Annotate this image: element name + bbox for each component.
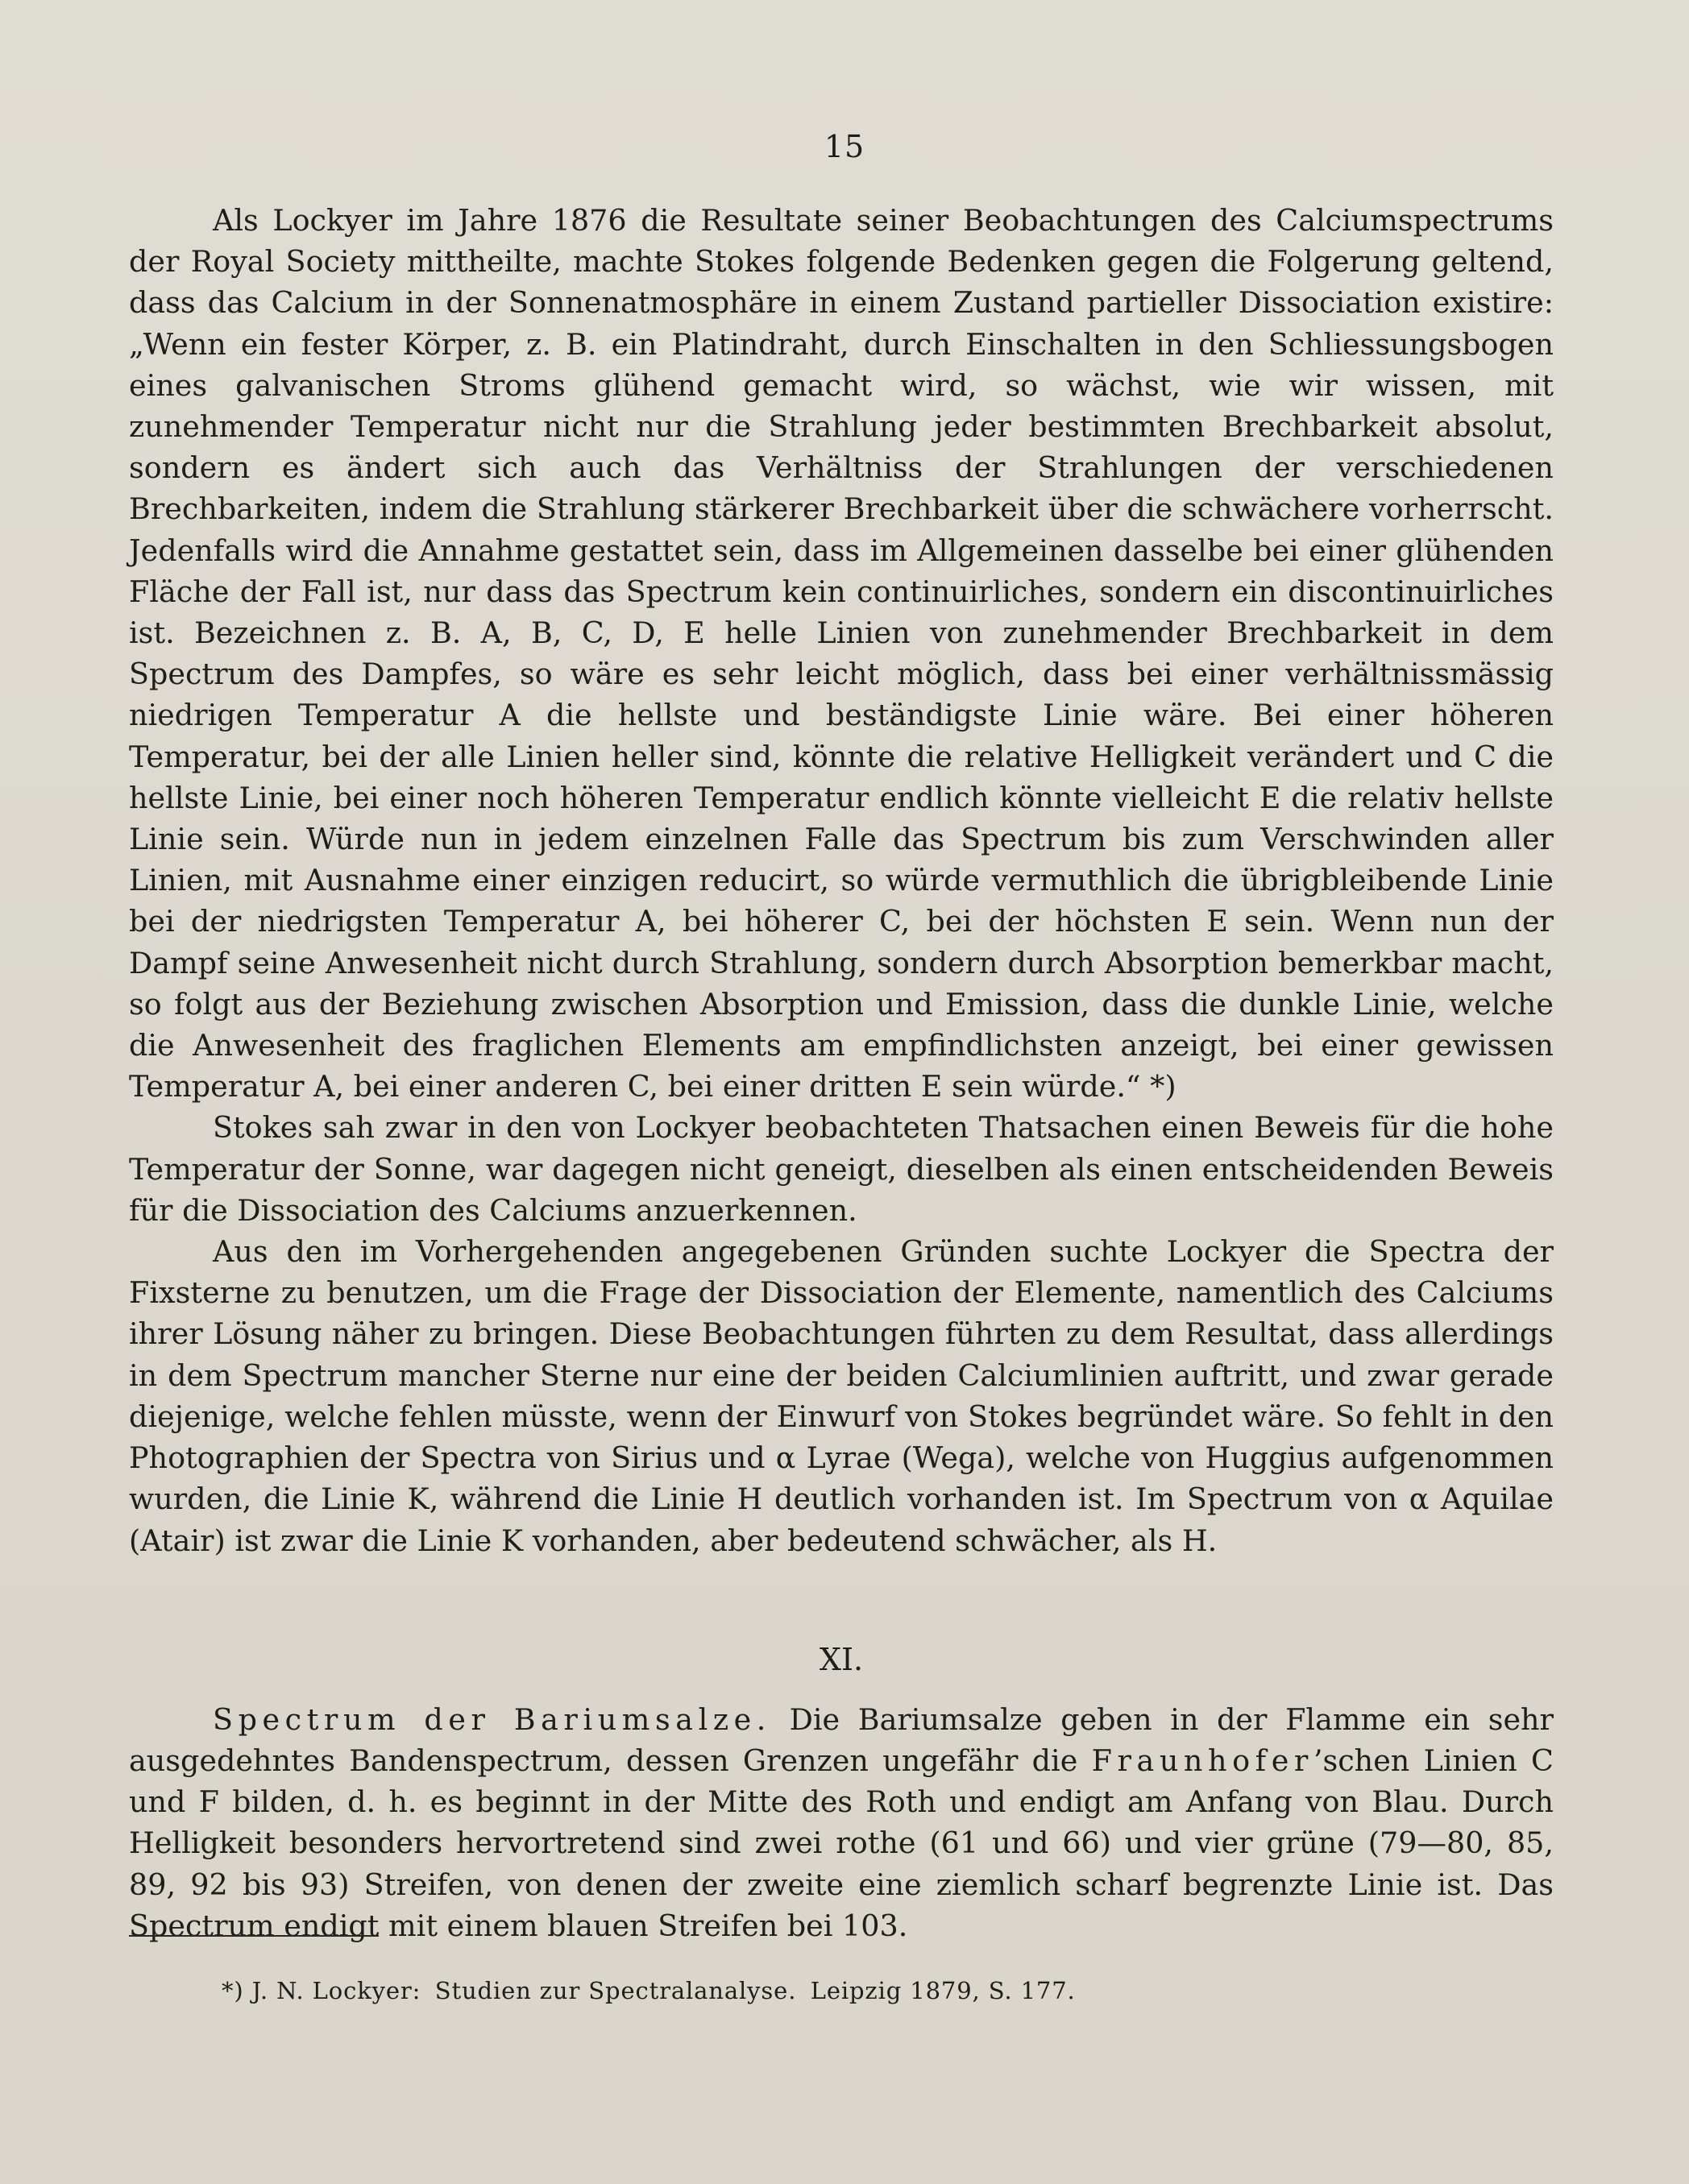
main-text xyxy=(129,200,1554,1946)
paragraph-lockyer-stokes-quote: Als Lockyer im Jahre 1876 die Resultate seiner Beobachtungen des Calciumspectrums der Royal Society mittheilte, machte Stokes folgende Bedenken gegen die Folgerung geltend, dass das Calcium in der Sonnenatmosphäre in einem Zustand partieller Dissociation existire: „Wenn ein fester Körper, z. B. ein Platindraht, durch Einschalten in den Schliessungsbogen eines galvanischen Stroms glühend gemacht wird, so wächst, wie wir wissen, mit zunehmender Temperatur nicht nur die Strahlung jeder bestimmten Brechbarkeit absolut, sondern es ändert sich auch das Verhältniss der Strahlungen der verschiedenen Brechbarkeiten, indem die Strahlung stärkerer Brechbarkeit über die schwächere vorherrscht. Jedenfalls wird die Annahme gestattet sein, dass im Allgemeinen dasselbe bei einer glühenden Fläche der Fall ist, nur dass das Spectrum kein continuirliches, sondern ein discontinuirliches ist. Bezeichnen z. B. A, B, C, D, E helle Linien von zunehmender Brechbarkeit in dem Spectrum des Dampfes, so wäre es sehr leicht möglich, dass bei einer verhältnissmässig niedrigen Temperatur A die hellste und beständigste Linie wäre. Bei einer höheren Temperatur, bei der alle Linien heller sind, könnte die relative Helligkeit verändert und C die hellste Linie, bei einer noch höheren Temperatur endlich könnte vielleicht E die relativ hellste Linie sein. Würde nun in jedem einzelnen Falle das Spectrum bis zum Verschwinden aller Linien, mit Ausnahme einer einzigen reducirt, so würde vermuthlich die übrigbleibende Linie bei der niedrigsten Temperatur A, bei höherer C, bei der höchsten E sein. Wenn nun der Dampf seine Anwesenheit nicht durch Strahlung, sondern durch Absorption bemerkbar macht, so folgt aus der Beziehung zwischen Absorption und Emission, dass die dunkle Linie, welche die Anwesenheit des fraglichen Elements am empfindlichsten anzeigt, bei einer gewissen Temperatur A, bei einer anderen C, bei einer dritten E sein würde.“ *) xyxy=(129,203,1554,1104)
section-text-part-2: ’schen Linien C und F bilden, d. h. es beginnt in der Mitte des Roth und endigt am Anfang von Blau. Durch Helligkeit besonders hervortretend sind zwei rothe (61 und 66) und vier grüne (79—80, 85, 89, 92 bis 93) Streifen, von denen der zweite eine ziemlich scharf begrenzte Linie ist. Das Spectrum endigt mit einem blauen Streifen bei 103. xyxy=(129,1743,1554,1943)
page-number: 15 xyxy=(824,129,865,164)
section-title: Spectrum der Bariumsalze. xyxy=(213,1701,771,1737)
paragraph-stokes-conclusion: Stokes sah zwar in den von Lockyer beobachteten Thatsachen einen Beweis für die hohe Temperatur der Sonne, war dagegen nicht geneigt, dieselben als einen entscheidenden Beweis für die Dissociation des Calciums anzuerkennen. xyxy=(129,1110,1554,1228)
section-text-part-1: Die Bariumsalze geben in der Flamme ein sehr ausgedehntes Bandenspectrum, dessen Grenzen ungefähr die xyxy=(129,1701,1554,1778)
section-heading: XI. xyxy=(819,1641,864,1677)
footnote-title: Studien zur Spectralanalyse. xyxy=(434,1977,797,2004)
person-name-fraunhofer: Fraunhofer xyxy=(1091,1743,1313,1778)
paragraph-fixed-star-spectra: Aus den im Vorhergehenden angegebenen Gründen suchte Lockyer die Spectra der Fixsterne zu benutzen, um die Frage der Dissociation der Elemente, namentlich des Calciums ihrer Lösung näher zu bringen. Diese Beobachtungen führten zu dem Resultat, dass allerdings in dem Spectrum mancher Sterne nur eine der beiden Calciumlinien auftritt, und zwar gerade diejenige, welche fehlen müsste, wenn der Einwurf von Stokes begründet wäre. So fehlt in den Photographien der Spectra von Sirius und α Lyrae (Wega), welche von Huggius aufgenommen wurden, die Linie K, während die Linie H deutlich vorhanden ist. Im Spectrum von α Aquilae (Atair) ist zwar die Linie K vorhanden, aber bedeutend schwächer, als H. xyxy=(129,1234,1554,1558)
footnote-author: *) J. N. Lockyer: xyxy=(222,1977,421,2004)
footnote-place-year: Leipzig 1879, S. 177. xyxy=(810,1977,1076,2004)
paragraph-barium-spectrum xyxy=(129,1699,1554,1946)
footnote xyxy=(222,1974,1575,2008)
footnote-divider xyxy=(129,1935,379,1937)
